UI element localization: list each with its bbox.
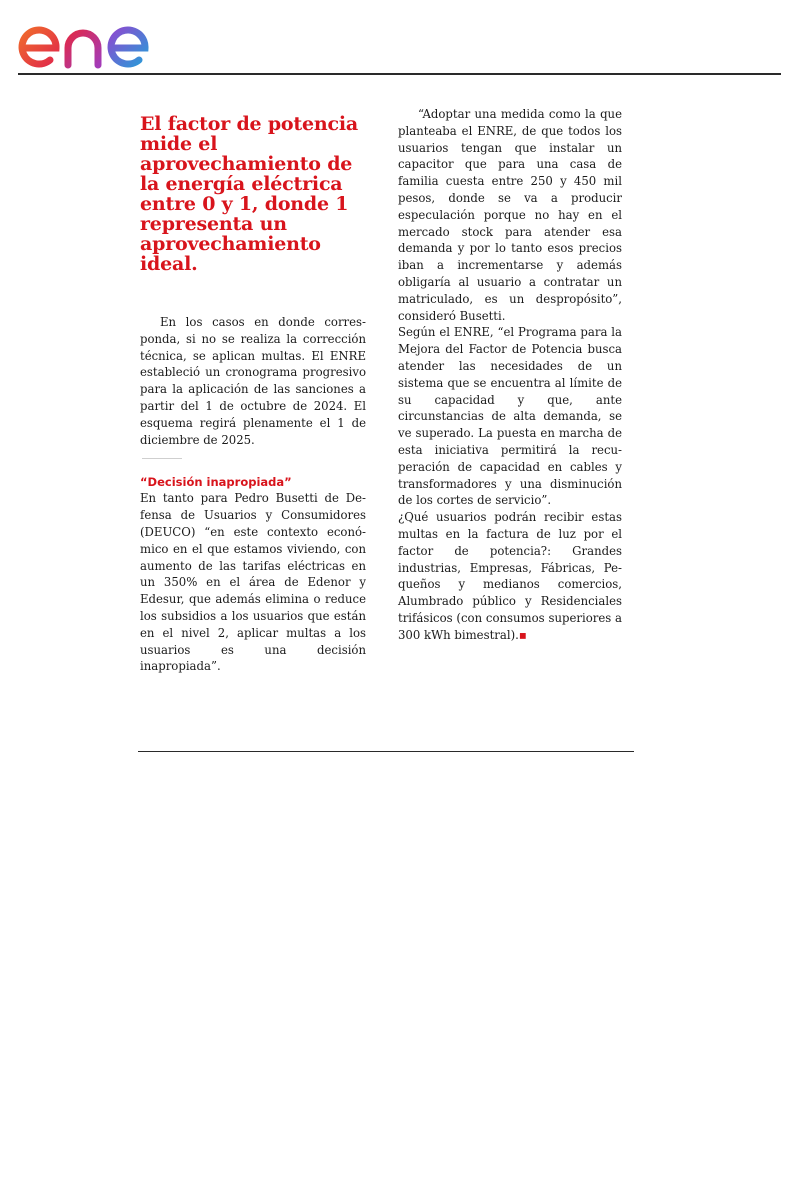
article-paragraph-text: ¿Qué usuarios podrán recibir estas multas en la factura de luz por el factor de potencia?: Grandes industrias, Empresas, Fábricas, Pequeños y medianos comercios, Alumbrado público y Residenciales trifásicos (con consumos superiores a 300 kWh bimestral). <box>398 510 622 642</box>
article-left-column <box>140 114 366 675</box>
article-right-column <box>398 106 622 644</box>
article-paragraph: En tanto para Pedro Busetti de Defensa de Usuarios y Consumidores (DEUCO) “en este contexto económico en el que estamos viviendo, con aumento de las tarifas eléctricas en un 350% en el área de Edenor y Edesur, que además elimina o reduce los subsidios a los usuarios que están en el nivel 2, aplicar multas a los usuarios es una decisión inapropiada”. <box>140 491 366 674</box>
article-headline: El factor de potencia mide el aprovechamiento de la energía eléctrica entre 0 y 1, donde 1 representa un aprovechamiento ideal. <box>140 113 358 275</box>
article-paragraph <box>398 509 622 643</box>
article-paragraph: En los casos en donde corresponda, si no se realiza la corrección técnica, se aplican multas. El ENRE estableció un cronograma progresivo para la aplicación de las sanciones a partir del 1 de octubre de 2024. El esquema regirá plenamente el 1 de diciembre de 2025. <box>140 315 366 447</box>
article-paragraph: “Adoptar una medida como la que planteaba el ENRE, de que todos los usuarios tengan que instalar un capacitor que para una casa de familia cuesta entre 250 y 450 mil pesos, donde se va a producir especulación porque no hay en el mercado stock para atender esa demanda y por lo tanto esos precios iban a incrementarse y además obligaría al usuario a contratar un matriculado, es un despropósito”, consideró Busetti. <box>398 107 622 323</box>
enel-logo <box>16 8 181 70</box>
article-subhead: “Decisión inapropiada” <box>140 475 292 490</box>
section-divider <box>142 458 182 459</box>
header-rule <box>18 73 781 75</box>
end-of-article-mark: ▪ <box>518 627 527 642</box>
article-paragraph: Según el ENRE, “el Programa para la Mejora del Factor de Potencia busca atender las necesidades de un sistema que se encuentra al límite de su capacidad y que, ante circunstancias de alta demanda, se ve superado. La puesta en marcha de esta iniciativa permitirá la recuperación de capacidad en cables y transformadores y una disminución de los cortes de servicio”. <box>398 325 622 508</box>
footer-rule <box>138 751 634 752</box>
